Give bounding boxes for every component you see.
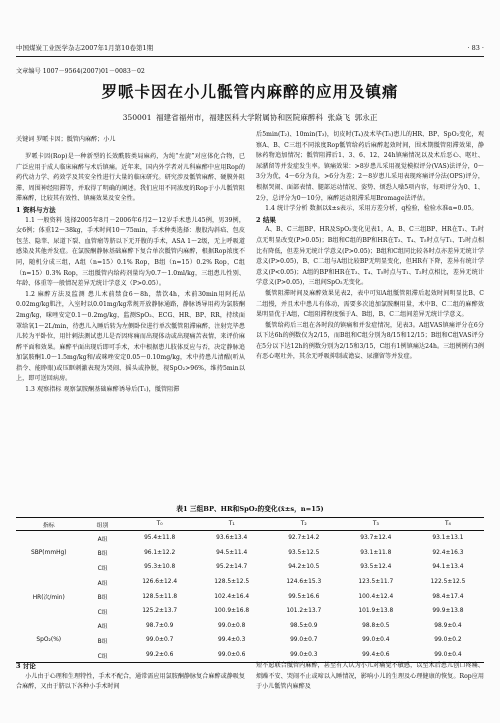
value-cell: 124.6±15.3	[286, 579, 322, 586]
author-line: 350001 福建省福州市，福建医科大学附属协和医院麻醉科 张焱飞 郭永正	[122, 113, 378, 122]
value-cell: 92.7±14.2	[288, 535, 320, 542]
section-heading: 2 结果	[256, 215, 276, 224]
table-row	[16, 633, 484, 648]
value-cell: 99.2±0.6	[124, 648, 196, 663]
table-body	[16, 531, 484, 663]
table-row	[16, 589, 484, 604]
value-cell: 95.2±14.7	[216, 564, 248, 571]
indicator-cell	[16, 575, 82, 590]
group-cell: C组	[97, 609, 108, 616]
value-cell: 99.4±0.3	[218, 637, 246, 644]
table-row	[16, 560, 484, 575]
indicator-cell: SpO₂(%)	[36, 637, 62, 644]
value-cell: 99.0±0.6	[196, 648, 268, 663]
indicator-cell	[16, 604, 82, 619]
value-cell: 93.1±11.8	[360, 549, 392, 556]
value-cell: 98.5±0.9	[290, 622, 318, 629]
column-header: T₁	[196, 518, 268, 531]
keywords: 关键词 罗哌卡因；骶管内麻醉；小儿	[16, 136, 116, 143]
group-cell: A组	[97, 536, 108, 543]
value-cell: 93.5±12.4	[360, 564, 392, 571]
group-cell: A组	[97, 580, 108, 587]
paragraph: 1.1 一般资料 选择2005年8月－2006年6月2～12岁手术患儿45例，男39例，女6例；体重12～38kg，手术时间10～75min，手术种类选择：腹股沟斜疝、包皮包茎、隐睾、尿道下裂、血管瘤等脐以下无开腹的手术，ASA 1～2级，无上呼吸道感染及其他并发症。在氯胺酮静脉基础麻醉下复合单次骶管内麻醉，根据Rop浓度不同，随机分成三组，A组（n=15）0.1% Rop，B组（n=15）0.2% Rop，C组（n=15）0.3% Rop，三组骶管内给药剂量均为0.7～1.0ml/kg，三组患儿性别、年龄、体重等一般情况差异无统计学意义（P>0.05）。	[16, 216, 245, 288]
column-header: 组别	[82, 518, 124, 531]
table-row	[16, 604, 484, 619]
value-cell: 100.9±16.8	[214, 608, 250, 615]
discussion-text-right: 短不愿联合骶管内麻醉，甚至有人认为小儿对痛觉不敏感，以至术后患儿创口疼痛、烦躁不安、哭闹不止或啼以入睡情况，影响小儿的生理及心理健康的恢复。Rop应用于小儿骶管内麻醉及	[256, 662, 484, 691]
section-heading: 1 资料与方法	[16, 205, 56, 214]
value-cell: 99.0±0.2	[434, 637, 462, 644]
value-cell: 99.4±0.6	[340, 648, 412, 663]
paragraph: 骶管给药后三组在各时段的镇痛和并发症情况，见表3。A组VAS镇痛评分在6分以下达6h的例数仅为2/15，而B组和C组分别为8/15和12/15；B组和C组VAS评分在5分以下达12h的例数分别为2/15和3/15，C组有1例镇痛达24h。三组例例有3例有恶心呕吐外，其余无呼吸抑制或谵妄、尿潴留等并发症。	[256, 321, 484, 361]
journal-name: 中国煤炭工业医学杂志2007年1月第10卷第1期	[16, 44, 154, 52]
value-cell: 93.1±13.1	[432, 535, 464, 542]
value-cell: 93.7±12.4	[360, 535, 392, 542]
value-cell: 96.1±12.2	[144, 549, 176, 556]
value-cell: 100.4±12.4	[358, 593, 394, 600]
value-cell: 98.9±0.4	[434, 622, 462, 629]
value-cell: 99.0±0.4	[412, 648, 484, 663]
right-column	[256, 130, 484, 363]
paragraph: A、B、C三组BP、HR及SpO₂变化见表1，A、B、C三组BP、HR在T₁、T₂时点无明显改变(P>0.05)；B组和C组的BP和HR在T₃、T₄、T₅时点与T₁、T₂时点相比有降低，但差异无统计学意义(P>0.05)；B组和C组同比较各时点亦差异无统计学意义(P>0.05)，B、C二组与A组比较BP无明显变化，但HR有下降，差异有统计学意义(P<0.05)；A组的BP和HR在T₃、T₄、T₅时点与T₁、T₂时点相比，差异无统计学意义(P>0.05)，三组间SpO₂无变化。	[256, 226, 484, 287]
table-header-row	[16, 518, 484, 531]
results-table	[16, 517, 484, 663]
value-cell: 125.2±13.7	[142, 608, 178, 615]
value-cell: 98.7±0.9	[145, 622, 174, 629]
table-row	[16, 546, 484, 561]
value-cell: 95.4±11.8	[144, 535, 176, 542]
value-cell: 122.5±12.5	[430, 579, 466, 586]
value-cell: 92.4±16.3	[432, 549, 464, 556]
value-cell: 99.0±0.4	[362, 637, 390, 644]
value-cell: 95.3±10.8	[144, 564, 176, 571]
group-cell: C组	[82, 648, 124, 663]
value-cell: 101.9±13.8	[358, 608, 394, 615]
discussion-continued	[256, 661, 484, 693]
indicator-cell	[16, 531, 82, 546]
column-header: T₂	[268, 518, 340, 531]
value-cell: 99.0±0.8	[218, 622, 246, 629]
value-cell: 99.5±16.6	[288, 593, 320, 600]
paragraph: 后5min(T₂)、10min(T₃)，切皮时(T₄)及术毕(T₅)患儿的HR、BP、SpO₂变化，观察A、B、C三组不同浓度Rop骶管给药后麻醉起效时间，围术期骶管阻滞效果，静脉药物追加情况；骶管阻滞后1、3、6、12、24h镇痛情况以及术后恶心、呕吐、尿潴留等并发症发生率。镇痛效果：>8岁患儿采用视觉模拟评分(VAS)法评分，0～3分为优，4～6分为良，>6分为差；2～8岁患儿采用表现疼痛评分法(OPS)评分，根据哭闹、面部表情、腿部运动情况、姿势、烦恐人噪5项内容，每项评分为0、1、2分，总评分为0～10分，麻醉运动阻滞采用Bromage法评估。	[256, 131, 484, 202]
column-header: T₀	[124, 518, 196, 531]
discussion-section	[16, 661, 245, 693]
value-cell: 94.1±13.4	[432, 564, 464, 571]
value-cell: 99.0±0.7	[145, 637, 174, 644]
value-cell: 99.9±13.8	[432, 608, 464, 615]
column-header: T₄	[412, 518, 484, 531]
value-cell: 102.4±16.4	[214, 593, 250, 600]
discussion-text: 小儿由于心理和生理特性，手术不配合，通常需应用氯胺酮静脉复合麻醉或静吸复合麻醉，又由于脐以下各种小手术时间	[16, 672, 245, 691]
value-cell: 123.5±11.7	[358, 579, 394, 586]
value-cell: 101.2±13.7	[286, 608, 322, 615]
indicator-cell	[16, 619, 82, 634]
discussion-heading: 3 讨论	[16, 662, 36, 670]
value-cell: 126.6±12.4	[142, 579, 178, 586]
paragraph: 1.2 麻醉方法及监测 患儿术前禁食6～8h，禁饮4h，术前30min用阿托品0.02mg/kg肌注，入室时以0.01mg/kg常规开放静脉通路，静脉诱导用药为氯胺酮2mg/kg，咪唑安定0.1～0.2mg/kg，监测SpO₂、ECG、HR、BP、RR，持续面罩给氧1～2L/min，待患儿入睡后转为左侧卧位进行单次骶管阻滞麻醉，注射完毕患儿转为平卧位，用针刺法测试患儿是否因疼痛而出现体动或出现痛苦表情，来评价麻醉平面和效果。麻醉平面出现后即可手术，术中根据患儿肢体反应与否，决定静脉追加氯胺酮1.0～1.5mg/kg和/或咪唑安定0.05～0.10mg/kg，术中持患儿清醒(听从指令、能睁眼)或压眶刺激表现为哭闹、摇头或挣脱，视SpO₂>96%，维持5min以上，即可送回病房。	[16, 290, 245, 383]
indicator-cell: SBP(mmHg)	[30, 549, 67, 556]
table-row	[16, 619, 484, 634]
running-header	[16, 42, 484, 54]
value-cell: 99.0±0.3	[268, 648, 340, 663]
article-title: 罗哌卡因在小儿骶管内麻醉的应用及镇痛	[101, 82, 399, 101]
document-number: 文章编号 1007－9564(2007)01－0083－02	[16, 68, 145, 75]
group-cell: A组	[97, 624, 108, 631]
value-cell: 98.8±0.5	[362, 622, 390, 629]
header-rule	[16, 56, 484, 57]
paragraph: 1.3 观察指标 观察氯胺酮基础麻醉诱导后(T₁)，骶管阻滞	[25, 386, 180, 394]
column-header: 指标	[16, 518, 82, 531]
value-cell: 93.5±12.5	[288, 549, 320, 556]
value-cell: 94.5±11.4	[216, 549, 248, 556]
value-cell: 98.4±17.4	[432, 593, 464, 600]
indicator-cell	[16, 560, 82, 575]
column-header: T₃	[340, 518, 412, 531]
indicator-cell: HR(次/min)	[32, 595, 65, 602]
paragraph: 骶管阻滞时间及麻醉效果见表2，表中可知A组骶管阻滞后起效时间明显比B、C二组慢，并且术中患儿有体动，需要多次追加氯胺酮用量，术中B、C二组的麻醉效果明显优于A组，C组阻滞程度强于A、B组，B、C二组间差异无统计学意义。	[256, 289, 484, 319]
value-cell: 99.0±0.7	[290, 637, 318, 644]
page-number: · 83 ·	[467, 44, 484, 52]
table-row	[16, 575, 484, 590]
paragraph: 罗哌卡因(Rop)是一种新型的长效酰胺类局麻药，为纯“左旋”对应体化合物，已广泛应用于成人临床麻醉与术后镇痛。近年来，国内外学者对儿科麻醉中应用Rop的药代动力学、药效学及其安全性进行大量的临床研究。研究涉及骶管麻醉、硬膜外阻滞、周围神经阻滞等，并取得了明确的阐述。我们应用不同浓度的Rop于小儿骶管阻滞麻醉，比较其有效性、镇痛效果及安全性。	[16, 153, 245, 203]
group-cell: C组	[97, 565, 108, 572]
value-cell: 93.6±13.4	[216, 535, 248, 542]
value-cell: 94.2±10.5	[288, 564, 320, 571]
group-cell: B组	[97, 595, 108, 602]
table-row	[16, 531, 484, 546]
paragraph: 1.4 统计学分析 数据以x̄±s表示，采用方差分析，q检验，检验水准α=0.05。	[265, 205, 478, 213]
value-cell: 128.5±12.5	[214, 579, 250, 586]
group-cell: B组	[97, 551, 108, 558]
value-cell: 128.5±11.8	[142, 593, 178, 600]
group-cell: B组	[97, 638, 108, 645]
left-column	[16, 152, 245, 396]
table-title: 表1 三组BP、HR和SpO₂的变化(x̄±s，n=15)	[176, 505, 324, 513]
